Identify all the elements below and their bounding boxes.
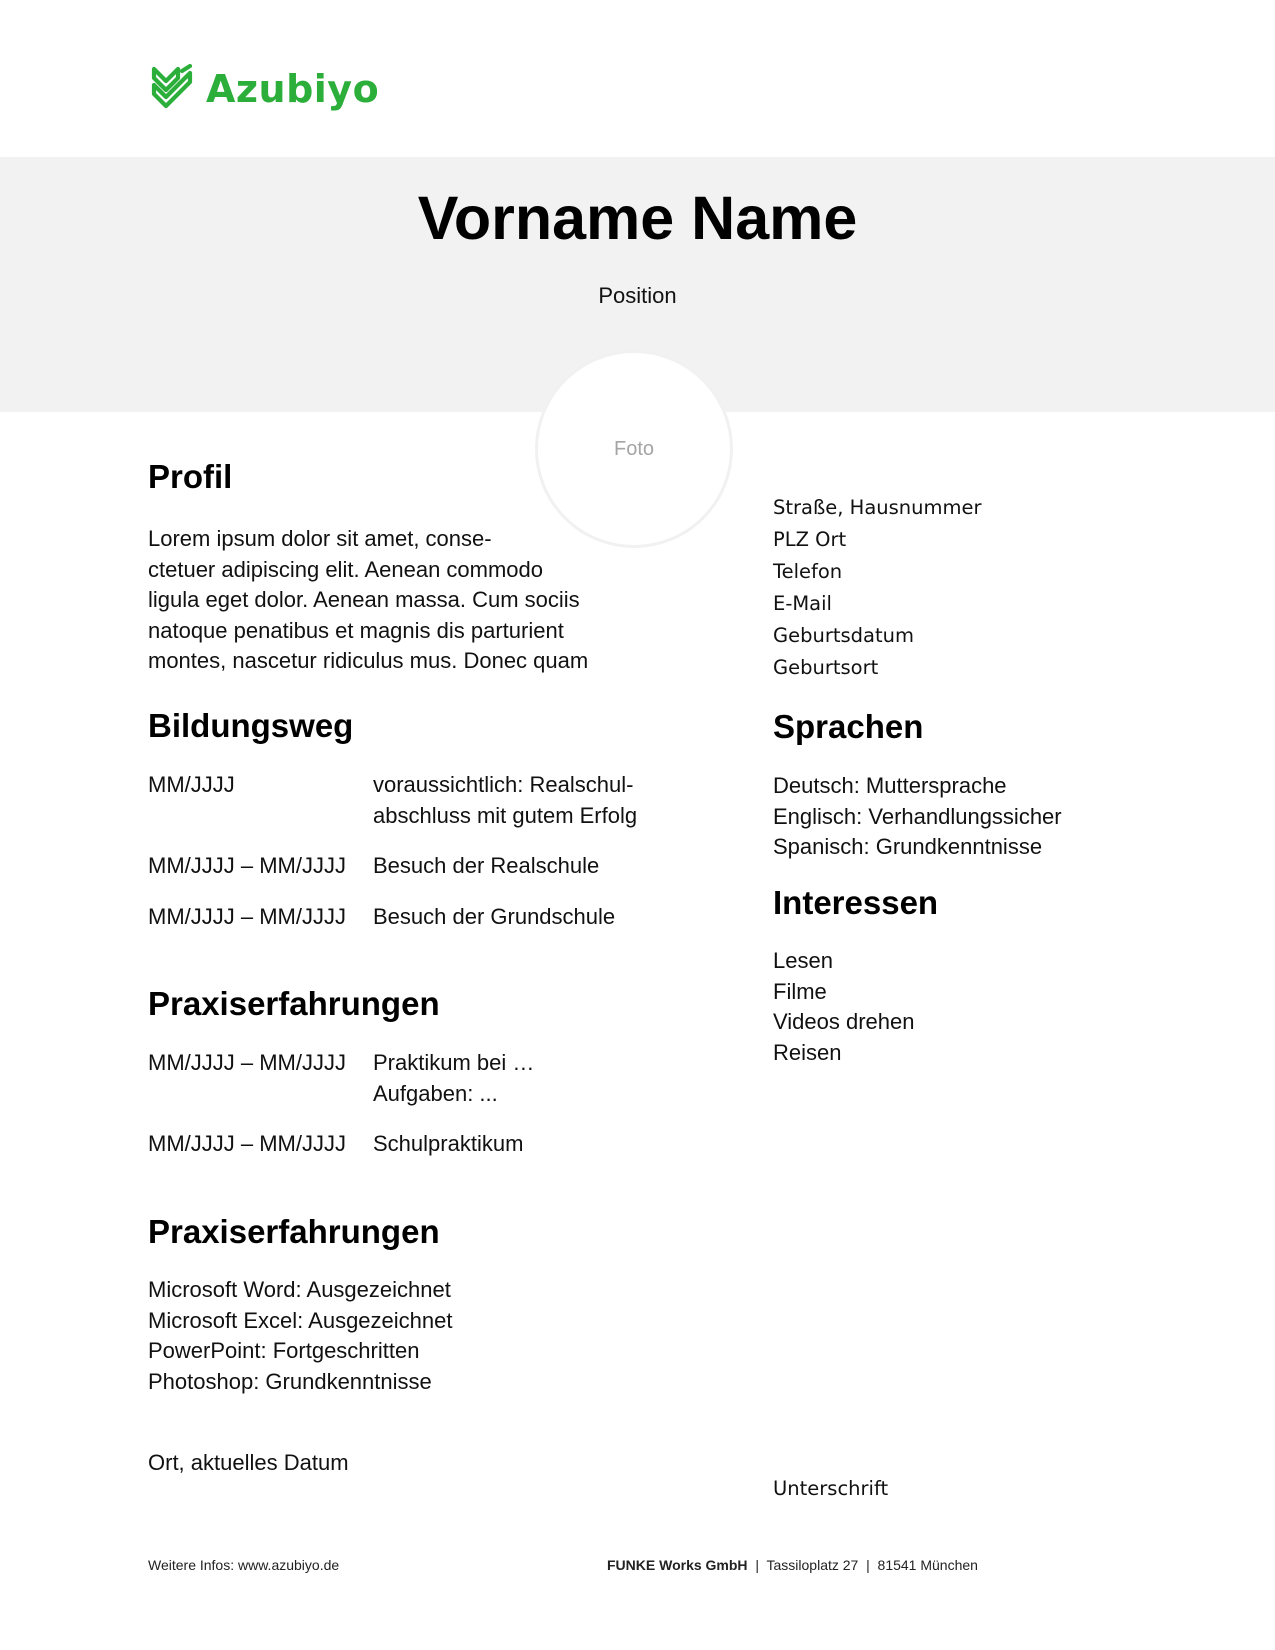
contact-item: Geburtsort <box>773 656 879 679</box>
azubiyo-chevron-logo-icon <box>150 64 196 114</box>
profile-line: Lorem ipsum dolor sit amet, conse- <box>148 526 492 551</box>
education-description <box>373 770 637 831</box>
profile-heading: Profil <box>148 458 233 495</box>
education-date: MM/JJJJ <box>148 772 235 797</box>
skill-item: PowerPoint: Fortgeschritten <box>148 1338 420 1363</box>
education-description <box>373 851 599 882</box>
experience-date: MM/JJJJ – MM/JJJJ <box>148 1050 346 1075</box>
profile-text <box>148 524 628 677</box>
education-line: abschluss mit gutem Erfolg <box>373 802 638 828</box>
education-line: Besuch der Realschule <box>373 853 600 878</box>
footer-street: Tassiloplatz 27 <box>766 1557 859 1573</box>
language-item: Deutsch: Muttersprache <box>773 773 1007 798</box>
experience-description <box>373 1048 534 1109</box>
contact-item: Straße, Hausnummer <box>773 496 982 519</box>
skills-heading: Praxiserfahrungen <box>148 1213 440 1250</box>
profile-line: ctetuer adipiscing elit. Aenean commodo <box>148 556 544 582</box>
signature-label: Unterschrift <box>773 1477 889 1500</box>
photo-label: Foto <box>613 437 655 460</box>
skill-item: Microsoft Excel: Ausgezeichnet <box>148 1307 453 1333</box>
experience-description <box>373 1129 523 1160</box>
languages-list <box>773 771 1062 863</box>
contact-list <box>773 492 982 684</box>
azubiyo-logo <box>150 64 379 114</box>
footer-separator: | <box>755 1557 759 1573</box>
language-item: Spanisch: Grundkenntnisse <box>773 834 1043 859</box>
experience-line: Schulpraktikum <box>373 1131 524 1156</box>
profile-line: ligula eget dolor. Aenean massa. Cum sociis <box>148 587 580 612</box>
footer-company: FUNKE Works GmbH <box>607 1557 748 1573</box>
applicant-name: Vorname Name <box>417 184 858 252</box>
skills-list <box>148 1275 452 1397</box>
skill-item: Photoshop: Grundkenntnisse <box>148 1368 432 1394</box>
interest-item: Videos drehen <box>773 1009 915 1034</box>
profile-line: montes, nascetur ridiculus mus. Donec quam <box>148 648 589 673</box>
brand-name: Azubiyo <box>206 67 380 111</box>
education-line: Besuch der Grundschule <box>373 904 616 929</box>
contact-item: PLZ Ort <box>773 528 847 551</box>
education-line: voraussichtlich: Realschul- <box>373 772 634 797</box>
contact-item: E-Mail <box>773 592 832 615</box>
education-date: MM/JJJJ – MM/JJJJ <box>148 853 346 878</box>
interest-item: Lesen <box>773 948 833 973</box>
languages-heading: Sprachen <box>773 708 924 745</box>
interests-list <box>773 946 915 1068</box>
footer-separator: | <box>866 1557 870 1573</box>
applicant-position: Position <box>598 283 677 308</box>
education-description <box>373 902 615 933</box>
experience-heading: Praxiserfahrungen <box>148 985 440 1022</box>
contact-item: Geburtsdatum <box>773 624 914 647</box>
footer-city: 81541 München <box>877 1557 978 1573</box>
interest-item: Filme <box>773 978 827 1004</box>
language-item: Englisch: Verhandlungssicher <box>773 803 1062 829</box>
contact-item: Telefon <box>773 560 843 583</box>
place-date: Ort, aktuelles Datum <box>148 1450 349 1475</box>
interest-item: Reisen <box>773 1039 842 1065</box>
education-date: MM/JJJJ – MM/JJJJ <box>148 904 346 929</box>
footer-info: Weitere Infos: www.azubiyo.de <box>148 1557 340 1573</box>
profile-line: natoque penatibus et magnis dis parturient <box>148 617 564 643</box>
skill-item: Microsoft Word: Ausgezeichnet <box>148 1277 451 1302</box>
footer-address <box>607 1557 978 1573</box>
education-heading: Bildungsweg <box>148 707 354 744</box>
experience-date: MM/JJJJ – MM/JJJJ <box>148 1131 346 1156</box>
experience-line: Praktikum bei … <box>373 1050 535 1075</box>
photo-placeholder <box>535 350 733 548</box>
interests-heading: Interessen <box>773 884 939 921</box>
experience-line: Aufgaben: ... <box>373 1080 498 1106</box>
